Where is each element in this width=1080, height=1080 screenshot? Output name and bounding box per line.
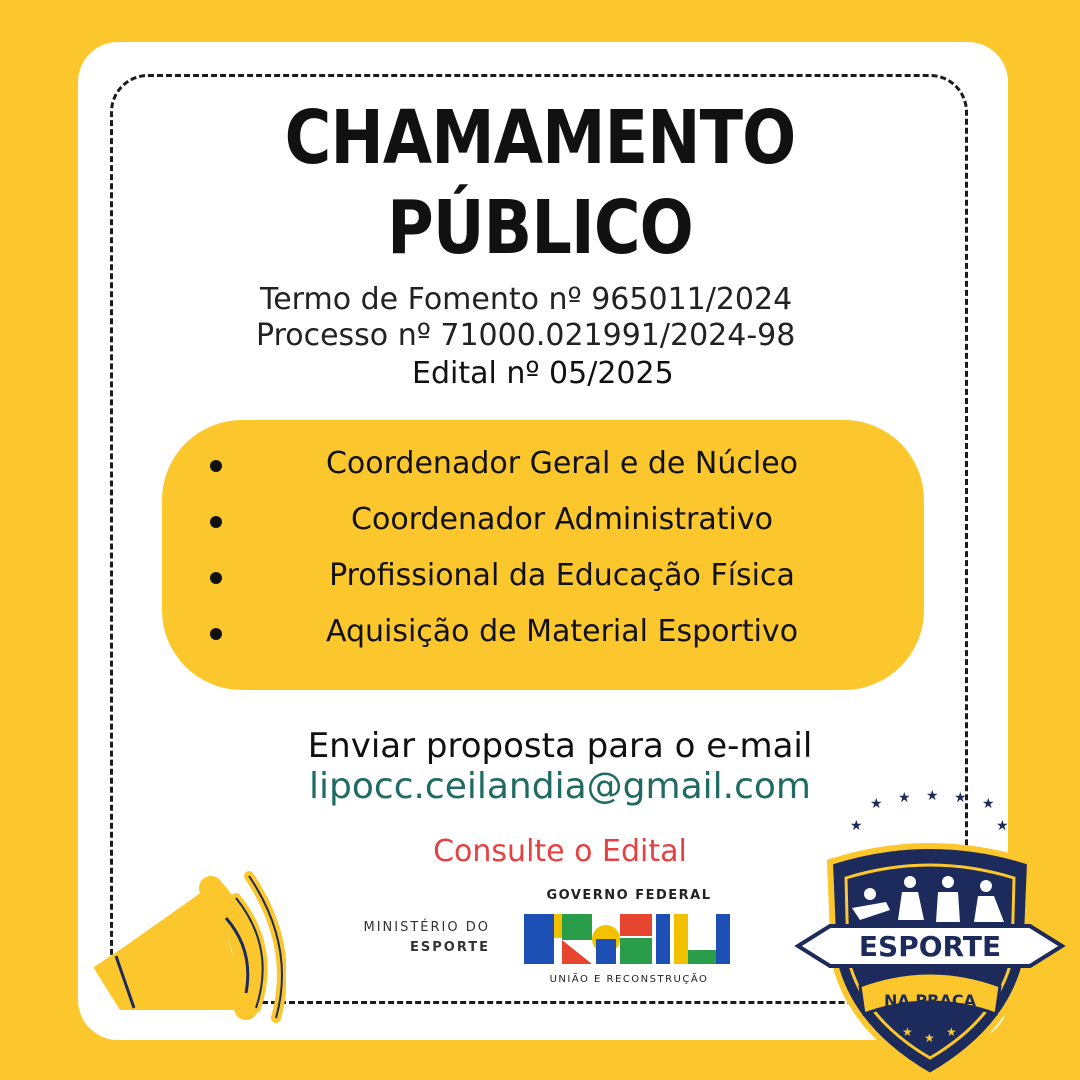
governo-federal-logo <box>524 888 734 988</box>
megaphone-icon <box>86 858 286 1038</box>
list-item <box>162 494 924 550</box>
svg-text:★: ★ <box>850 818 863 834</box>
position-label: Coordenador Administrativo <box>351 502 773 537</box>
bullet-icon <box>210 628 222 640</box>
position-label: Coordenador Geral e de Núcleo <box>325 446 799 481</box>
consult-edital-link[interactable]: Consulte o Edital <box>433 834 687 869</box>
list-item <box>162 550 924 606</box>
sports-badge-icon <box>790 790 1070 1080</box>
svg-text:★: ★ <box>898 790 911 806</box>
svg-text:★: ★ <box>902 1025 913 1039</box>
svg-text:★: ★ <box>926 790 939 804</box>
gov-bottom-text: UNIÃO E RECONSTRUÇÃO <box>549 974 709 985</box>
bullet-icon <box>210 572 222 584</box>
brasil-wordmark-icon <box>524 908 734 974</box>
send-instruction: Enviar proposta para o e-mail <box>307 726 813 766</box>
ministry-line2: ESPORTE <box>410 940 490 955</box>
positions-panel <box>162 420 924 690</box>
list-item <box>162 606 924 662</box>
badge-main-text: ESPORTE <box>858 930 1002 963</box>
edital-number: Edital nº 05/2025 <box>412 356 674 391</box>
processo-number: Processo nº 71000.021991/2024-98 <box>256 318 796 353</box>
termo-fomento: Termo de Fomento nº 965011/2024 <box>260 282 793 317</box>
svg-text:★: ★ <box>996 818 1009 834</box>
position-label: Aquisição de Material Esportivo <box>325 614 799 649</box>
svg-text:★: ★ <box>870 796 883 812</box>
svg-text:★: ★ <box>954 790 967 806</box>
ministry-line1: MINISTÉRIO DO <box>363 920 490 935</box>
page-title-line1: CHAMAMENTO <box>284 95 796 181</box>
bullet-icon <box>210 460 222 472</box>
page-title-line2: PÚBLICO <box>387 185 693 271</box>
svg-text:★: ★ <box>924 1031 935 1045</box>
position-label: Profissional da Educação Física <box>329 558 795 593</box>
badge-sub-text: NA PRAÇA <box>884 991 976 1010</box>
svg-text:★: ★ <box>982 796 995 812</box>
bullet-icon <box>210 516 222 528</box>
gov-top-text: GOVERNO FEDERAL <box>546 888 712 903</box>
contact-email-link[interactable]: lipocc.ceilandia@gmail.com <box>309 766 811 807</box>
svg-text:★: ★ <box>946 1025 957 1039</box>
ministry-logo <box>364 918 491 958</box>
list-item <box>162 438 924 494</box>
